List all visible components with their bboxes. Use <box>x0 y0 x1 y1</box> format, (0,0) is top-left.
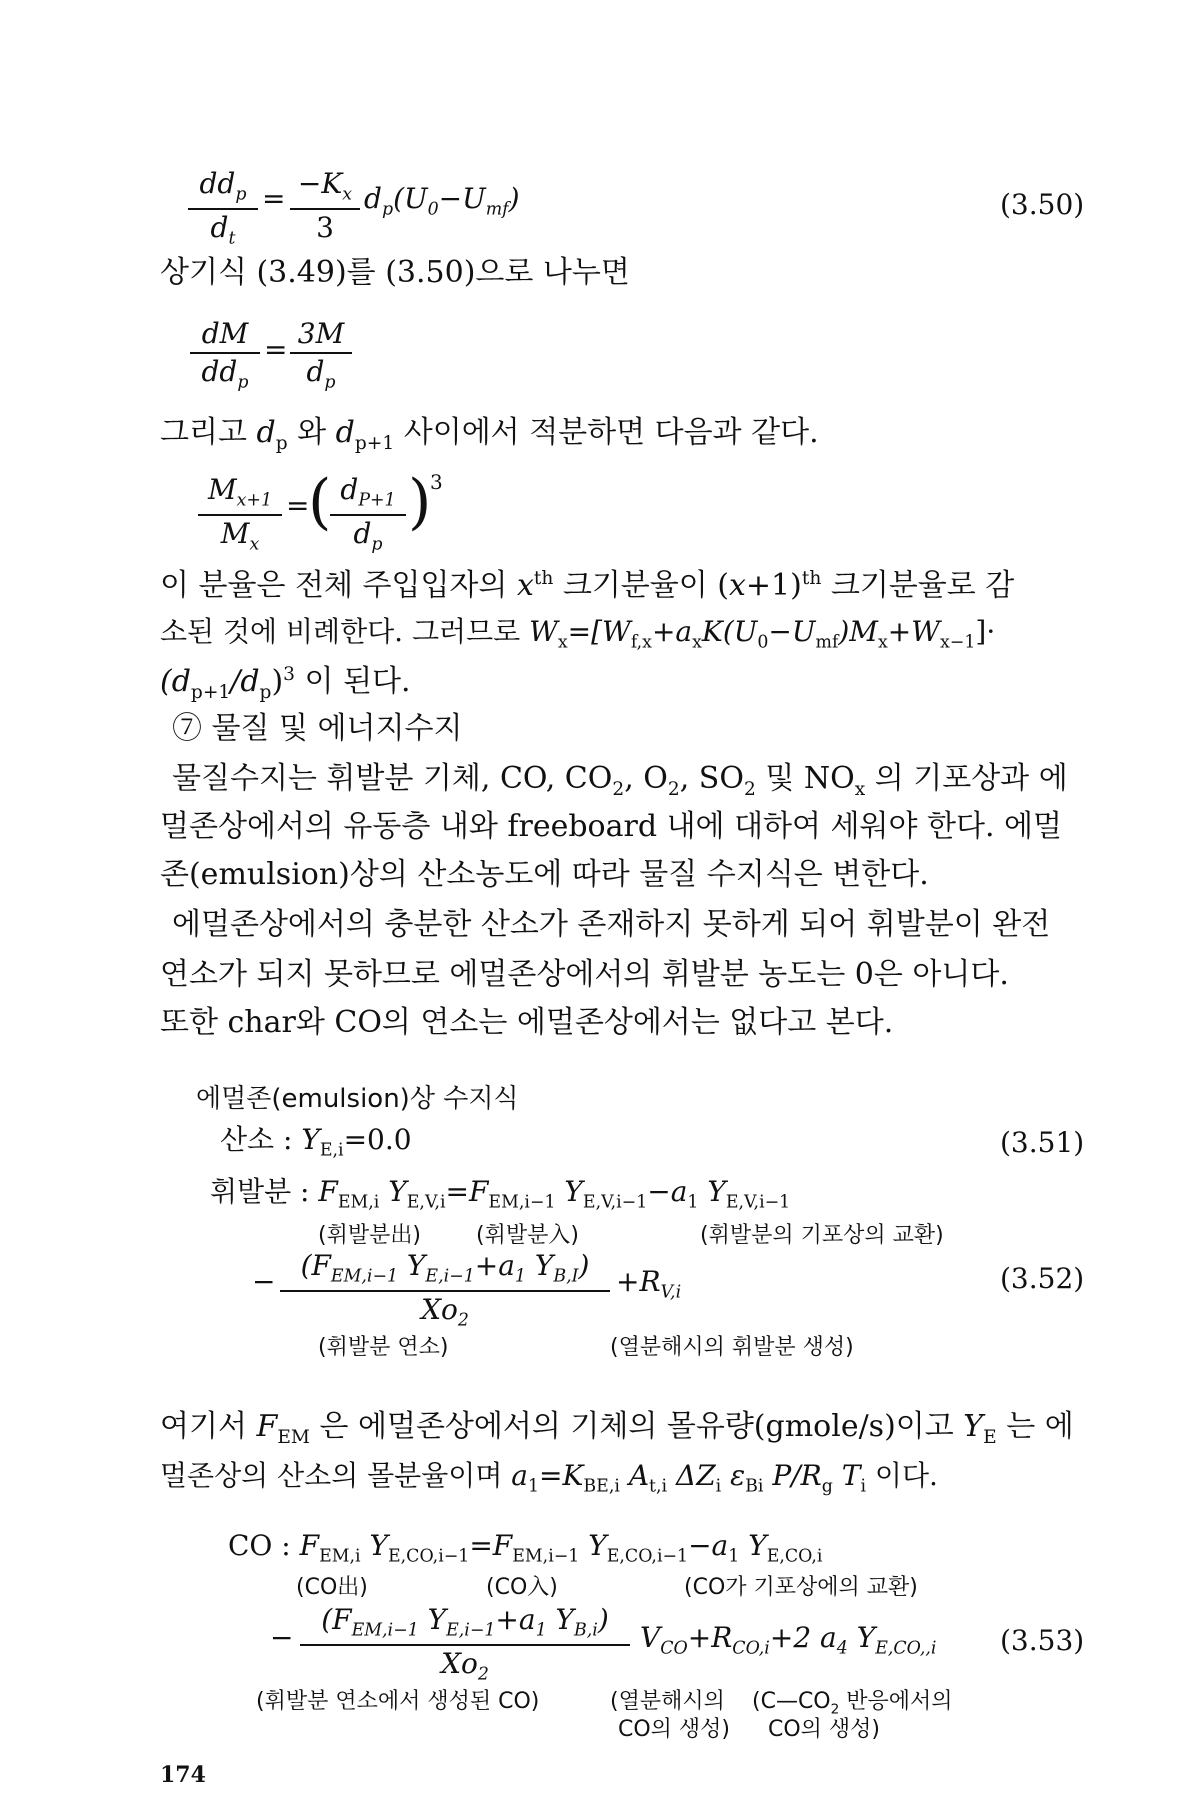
text-integrate-line: 그리고 $d_p$ 와 $d_{p+1}$ 사이에서 적분하면 다음과 같다. <box>160 415 819 454</box>
section-heading-7: ⑦ 물질 및 에너지수지 <box>172 711 463 746</box>
eq-dm-rhs-fraction: 3M $d_p$ <box>290 318 352 394</box>
para1-line2: 소된 것에 비례한다. 그러므로 $W_x=[W_{f,x}+a_xK(U_0-U_{mf})M_x+W_{x-1}]\cdot$ <box>160 615 996 653</box>
eq350-equals: = <box>262 182 286 215</box>
eq-ratio-open-paren: ( <box>308 467 332 537</box>
eq352-number: (3.52) <box>1000 1262 1085 1295</box>
emulsion-heading: 에멀존(emulsion)상 수지식 <box>196 1084 519 1114</box>
eq353-caption-out: (CO出) <box>296 1575 368 1600</box>
para1-line1: 이 분율은 전체 주입입자의 $x^{th}$ 크기분율이 $(x+1)^{th}$ 크기분율로 감 <box>160 568 1015 603</box>
eq353-caption-reaction-1: ($C—CO_2$ 반응에서의 <box>752 1689 953 1718</box>
eq-dm-equals: = <box>264 333 288 366</box>
eq-ratio-lhs-fraction: $M_{x+1}$ $M_x$ <box>198 474 282 555</box>
eq350-lhs-fraction: $dd_p$ $d_t$ <box>188 168 258 249</box>
para3-line2: 연소가 되지 못하므로 에멀존상에서의 휘발분 농도는 0은 아니다. <box>160 957 1009 992</box>
eq353-minus: − <box>270 1621 294 1654</box>
eq-ratio-close-paren: ) <box>408 467 432 537</box>
eq352-caption-exchange: (휘발분의 기포상의 교환) <box>700 1223 944 1248</box>
para1-line3: $(d_{p+1}/d_p)^3$ 이 된다. <box>160 664 411 703</box>
eq350-rhs-tail: $d_p(U_0-U_{mf})$ <box>364 182 520 220</box>
para2-line3: 존(emulsion)상의 산소농도에 따라 물질 수지식은 변한다. <box>160 857 929 892</box>
eq353-caption-reaction-2: CO의 생성) <box>768 1717 881 1742</box>
eq351: 산소 : $Y_{E,i}=0.0$ <box>220 1123 412 1161</box>
eq352-caption-in: (휘발분入) <box>476 1223 579 1248</box>
eq352-caption-out: (휘발분出) <box>318 1223 421 1248</box>
para3-line1: 에멀존상에서의 충분한 산소가 존재하지 못하게 되어 휘발분이 완전 <box>172 907 1051 942</box>
eq353-caption-exchange: (CO가 기포상에의 교환) <box>684 1575 918 1600</box>
para4-line1: 여기서 $F_{EM}$ 은 에멀존상에서의 기체의 몰유량(gmole/s)이고 $Y_E$ 는 에 <box>160 1409 1074 1448</box>
eq352-minus: − <box>252 1265 276 1298</box>
eq350-rhs-fraction: $-K_x$ 3 <box>290 168 360 244</box>
eq-ratio-exponent: 3 <box>430 470 443 494</box>
eq352-caption-combustion: (휘발분 연소) <box>318 1335 449 1360</box>
eq350-number: (3.50) <box>1000 188 1085 221</box>
eq352-fraction: ($F_{EM,i-1}$ $Y_{E,i-1}+a_1$ $Y_{B,I}$) $Xo_2$ <box>280 1250 610 1331</box>
eq-ratio-rhs-fraction: $d_{P+1}$ $d_p$ <box>330 474 406 555</box>
eq353-tail: $V_{CO}+R_{CO,i}+2$ $a_4$ $Y_{E,CO,,i}$ <box>640 1621 937 1659</box>
para4-line2: 멀존상의 산소의 몰분율이며 $a_1=K_{BE,i}$ $A_{t,i}$ $\Delta Z_i$ $\varepsilon_{Bi}$ $P/R_g$ $T_i$ 이다. <box>160 1459 938 1497</box>
eq353-caption-pyrolysis-2: CO의 생성) <box>618 1717 731 1742</box>
eq353-caption-combustion: (휘발분 연소에서 생성된 CO) <box>256 1689 540 1714</box>
para2-line1: 물질수지는 휘발분 기체, CO, $CO_2$, $O_2$, $SO_2$ 및 $NO_x$ 의 기포상과 에 <box>172 761 1068 800</box>
eq353-caption-in: (CO入) <box>486 1575 558 1600</box>
eq353-number: (3.53) <box>1000 1624 1085 1657</box>
page-number: 174 <box>160 1762 206 1788</box>
eq353-fraction: ($F_{EM,i-1}$ $Y_{E,i-1}+a_1$ $Y_{B,i}$) $Xo_2$ <box>300 1604 630 1685</box>
eq353-caption-pyrolysis-1: (열분해시의 <box>610 1689 725 1714</box>
eq352-line1: 휘발분 : $F_{EM,i}$ $Y_{E,V,i}=F_{EM,i-1}$ $Y_{E,V,i-1}-a_1$ $Y_{E,V,i-1}$ <box>210 1175 791 1213</box>
eq-ratio-equals: = <box>286 489 310 522</box>
text-divide-line: 상기식 (3.49)를 (3.50)으로 나누면 <box>160 255 630 290</box>
eq351-number: (3.51) <box>1000 1126 1085 1159</box>
eq-dm-lhs-fraction: dM $dd_p$ <box>190 318 260 394</box>
para2-line2: 멀존상에서의 유동층 내와 freeboard 내에 대하여 세워야 한다. 에멀 <box>160 809 1063 844</box>
eq352-caption-pyrolysis: (열분해시의 휘발분 생성) <box>610 1335 854 1360</box>
para3-line3: 또한 char와 CO의 연소는 에멀존상에서는 없다고 본다. <box>160 1005 894 1040</box>
eq352-tail: $+R_{V,i}$ <box>616 1265 682 1303</box>
eq353-line1: CO : $F_{EM,i}$ $Y_{E,CO,i-1}=F_{EM,i-1}$ $Y_{E,CO,i-1}-a_1$ $Y_{E,CO,i}$ <box>228 1529 823 1567</box>
